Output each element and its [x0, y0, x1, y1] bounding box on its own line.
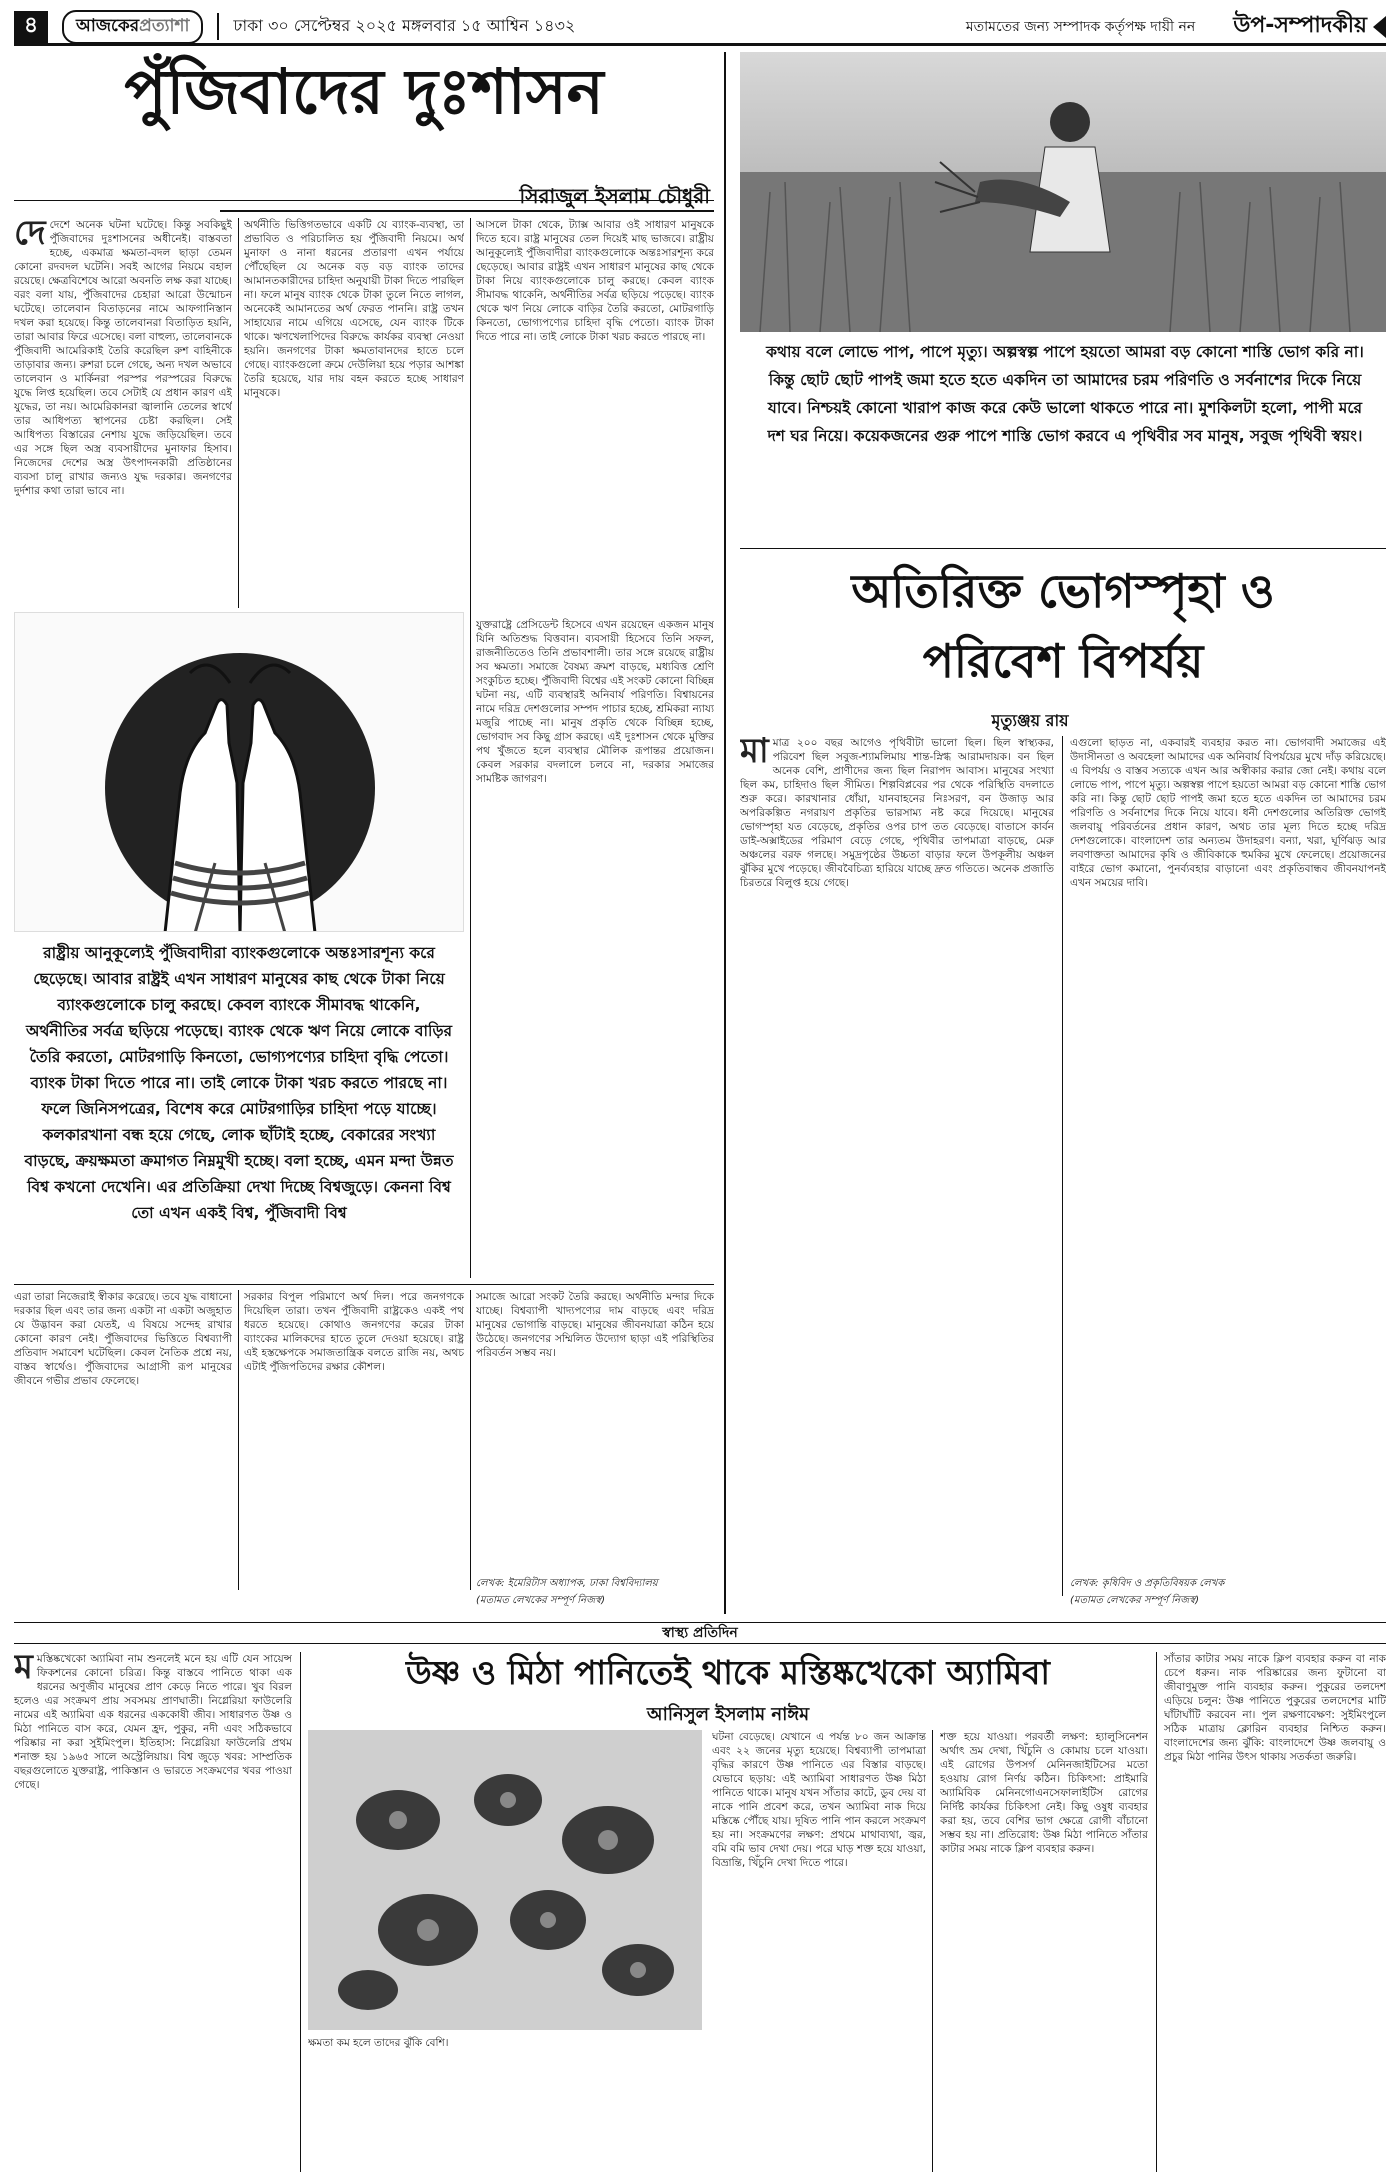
article1-bottom-col3: সমাজে আরো সংকট তৈরি করছে। অর্থনীতি মন্দার দিকে যাচ্ছে। বিশ্বব্যাপী খাদ্যপণ্যের দাম বাড়ছে এবং দরিদ্র মানুষের ভোগান্তি বাড়ছে। মানুষের জীবনযাত্রা কঠিন হয়ে উঠেছে। জনগণের সম্মিলিত উদ্যোগ ছাড়া এই পরিস্থিতির পরিবর্তন সম্ভব নয়।	[476, 1291, 714, 1359]
article1-bottom-col1: এরা তারা নিজেরাই স্বীকার করেছে। তবে যুদ্ধ বাধানো দরকার ছিল এবং তার জন্য একটা না একটা অজুহাত যে উদ্ভাবন করা যেতই, এ বিষয়ে সন্দেহ রাখার কোনো কারণ নেই। পুঁজিবাদের ভিত্তিতে বিশ্বব্যাপী প্রতিবাদ সমাবেশ ঘটেছিল। কেবল নৈতিক প্রশ্নে নয়, বাস্তব স্বার্থেও। পুঁজিবাদের আগ্রাসী রূপ মানুষের জীবনে গভীর প্রভাব ফেলেছে।	[14, 1291, 232, 1387]
health-headline: উষ্ণ ও মিঠা পানিতেই থাকে মস্তিষ্কখেকো অ্যামিবা	[406, 1653, 1050, 1692]
health-col2: ঘটনা বেড়েছে। যেখানে এ পর্যন্ত ৮০ জন আক্রান্ত এবং ২২ জনের মৃত্যু হয়েছে। বিশ্বব্যাপী তাপমাত্রা বৃদ্ধির কারণে উষ্ণ পানিতে এর বিস্তার বাড়ছে। যেভাবে ছড়ায়: এই অ্যামিবা সাধারণত উষ্ণ মিঠা পানিতে থাকে। মানুষ যখন সাঁতার কাটে, ডুব দেয় বা নাকে পানি প্রবেশ করে, তখন অ্যামিবা নাক দিয়ে মস্তিষ্কে পৌঁছে যায়। দূষিত পানি পান করলে সংক্রমণ হয় না। সংক্রমণের লক্ষণ: প্রথমে মাথাব্যথা, জ্বর, বমি বমি ভাব দেখা দেয়। পরে ঘাড় শক্ত হয়ে যাওয়া, বিভ্রান্তি, খিঁচুনি দেখা দিতে পারে।	[712, 1731, 926, 1869]
amoeba-icon	[308, 1730, 702, 2030]
article2-writer-note: (মতামত লেখকের সম্পূর্ণ নিজস্ব)	[1070, 1595, 1200, 1606]
article1-col3: আসলে টাকা থেকে, ট্যাক্স আবার ওই সাধারণ মানুষকে দিতে হবে। রাষ্ট্র মানুষের তেল দিয়েই মাছ ভাজবে। রাষ্ট্রীয় আনুকূল্যেই পুঁজিবাদীরা ব্যাংকগুলোকে অন্তঃসারশূন্য করে ছেড়েছে। আবার রাষ্ট্রই এখন সাধারণ মানুষের কাছ থেকে টাকা নিয়ে ব্যাংকগুলোকে চালু করছে। কেবল ব্যাংক সীমাবদ্ধ থাকেনি, অর্থনীতির সর্বত্র ছড়িয়ে পড়েছে। ব্যাংক থেকে ঋণ নিয়ে লোকে বাড়ির তৈরি করতো, মোটরগাড়ি কিনতো, ভোগ্যপণ্যের চাহিদা বৃদ্ধি পেতো। ব্যাংক টাকা দিতে পারে না। তাই লোকে টাকা খরচ করতে পারছে না।	[476, 219, 714, 343]
article2-headline-line1: অতিরিক্ত ভোগস্পৃহা ও	[851, 564, 1275, 618]
farmer-harvest-photo	[740, 52, 1386, 332]
date-line: ঢাকা ৩০ সেপ্টেম্বর ২০২৫ মঙ্গলবার ১৫ আশ্বিন ১৪৩২	[217, 13, 575, 40]
health-byline: আনিসুল ইসলাম নাঈম	[646, 1704, 810, 1725]
article1-col1: দেদেশে অনেক ঘটনা ঘটেছে। কিন্তু সবকিছুই পুঁজিবাদের দুঃশাসনের অধীনেই। বাস্তবতা হচ্ছে, একমাত্র ক্ষমতা-বদল ছাড়া তেমন কোনো রদবদল ঘটেনি। সবই আগের নিয়মে বহাল রয়েছে। ক্ষেত্রবিশেষে আরো অবনতি লক্ষ করা যাচ্ছে। বরং বলা যায়, পুঁজিবাদের চেহারা আরো উন্মোচন ঘটেছে। তালেবান বিতাড়নের নামে আফগানিস্তান দখল করা হয়েছে। কিন্তু তালেবানরা বিতাড়িত হয়নি, তারা আবার ফিরে এসেছে। বলা বাহুল্য, তালেবানকে পুঁজিবাদী আমেরিকাই তৈরি করেছিল রুশ বাহিনীকে তাড়াবার জন্য। রুশরা চলে গেছে, অন্য দখল অভাবে তালেবান ও মার্কিনরা পরস্পর পরস্পরের বিরুদ্ধে যুদ্ধে লিপ্ত হয়েছিল। তবে সেটাই যে প্রধান কারণ এই যুদ্ধের, তা নয়। আমেরিকানরা জ্বালানি তেলের স্বার্থে তার আধিপত্য স্থাপনের চেষ্টা করছিল। সেই আধিপত্য বিস্তারের নেশায় যুদ্ধে জড়িয়েছিল। তবে এর সঙ্গে ছিল অস্ত্র ব্যবসায়ীদের মুনাফার হিসাব। নিজেদের দেশের অস্ত্র উৎপাদনকারী প্রতিষ্ঠানের ব্যবসা চালু রাখার জন্যও যুদ্ধ দরকার। জনগণের দুর্দশার কথা তারা ভাবে না।	[14, 218, 232, 497]
article2-writer	[1070, 1576, 1224, 1610]
divider	[1062, 736, 1063, 1596]
divider	[14, 1284, 714, 1285]
page-number: ৪	[14, 11, 48, 43]
article2-photo-caption: কথায় বলে লোভে পাপ, পাপে মৃত্যু। অল্পস্বল্প পাপে হয়তো আমরা বড় কোনো শাস্তি ভোগ করি না। কিন্তু ছোট ছোট পাপই জমা হতে হতে একদিন তা আমাদের চরম পরিণতি ও সর্বনাশের দিকে নিয়ে যাবে। নিশ্চয়ই কোনো খারাপ কাজ করে কেউ ভালো থাকতে পারে না। মুশকিলটা হলো, পাপী মরে দশ ঘর নিয়ে। কয়েকজনের গুরু পাপে শাস্তি ভোগ করবে এ পৃথিবীর সব মানুষ, সবুজ পৃথিবী স্বয়ং।	[766, 343, 1364, 445]
health-col3: শক্ত হয়ে যাওয়া। পরবর্তী লক্ষণ: হ্যালুসিনেশন অর্থাৎ ভ্রম দেখা, খিঁচুনি ও কোমায় চলে যাওয়া। এই রোগের উপসর্গ মেনিনজাইটিসের মতো হওয়ায় রোগ নির্ণয় কঠিন। চিকিৎসা: প্রাইমারি অ্যামিবিক মেনিনগোএনসেফালাইটিস রোগের নির্দিষ্ট কার্যকর চিকিৎসা নেই। কিছু ওষুধ ব্যবহার করা হয়, তবে বেশির ভাগ ক্ষেত্রে রোগী বাঁচানো সম্ভব হয় না। প্রতিরোধ: উষ্ণ মিঠা পানিতে সাঁতার কাটার সময় নাকে ক্লিপ ব্যবহার করুন।	[940, 1731, 1148, 1855]
farmer-photo-icon	[740, 52, 1386, 332]
article1-byline: সিরাজুল ইসলাম চৌধুরী	[519, 184, 710, 208]
bound-hands-icon	[15, 613, 464, 932]
amoeba-micrograph	[308, 1730, 702, 2030]
health-col4: সাঁতার কাটার সময় নাকে ক্লিপ ব্যবহার করুন বা নাক চেপে ধরুন। নাক পরিষ্কারের জন্য ফুটানো বা জীবাণুমুক্ত পানি ব্যবহার করুন। পুকুরের তলদেশ এড়িয়ে চলুন: উষ্ণ পানিতে পুকুরের তলদেশের মাটি ঘাঁটাঘাঁটি করবেন না। পুল রক্ষণাবেক্ষণ: সুইমিংপুলে সঠিক মাত্রায় ক্লোরিন ব্যবহার নিশ্চিত করুন। বাংলাদেশের জন্য ঝুঁকি: বাংলাদেশে উষ্ণ জলবায়ু ও প্রচুর মিঠা পানির উৎস থাকায় সতর্কতা জরুরি।	[1164, 1653, 1386, 1763]
health-section-band: স্বাস্থ্য প্রতিদিন	[14, 1622, 1386, 1644]
article2-col2: এগুলো ছাড়ত না, একবারই ব্যবহার করত না। ভোগবাদী সমাজের এই উদাসীনতা ও অবহেলা আমাদের এক অনিবার্য বিপর্যয়ের মুখে দাঁড় করিয়েছে। এ বিপর্যয় ও বাস্তব সত্যকে এখন আর অস্বীকার করার জো নেই। কথায় বলে লোভে পাপ, পাপে মৃত্যু। অল্পস্বল্প পাপে হয়তো আমরা বড় কোনো শাস্তি ভোগ করি না। কিন্তু ছোট ছোট পাপই জমা হতে হতে একদিন তা আমাদের চরম পরিণতি ও সর্বনাশের দিকে নিয়ে যাবে। ধনী দেশগুলোর অতিরিক্ত ভোগই জলবায়ু পরিবর্তনের প্রধান কারণ, অথচ তার মূল্য দিতে হচ্ছে দরিদ্র দেশগুলোকে। বাংলাদেশ তার অন্যতম উদাহরণ। বন্যা, খরা, ঘূর্ণিঝড় আর লবণাক্ততা আমাদের কৃষি ও জীবিকাকে হুমকির মুখে ফেলেছে। প্রয়োজনের বাইরে ভোগ কমানো, পুনর্ব্যবহার বাড়ানো এবং প্রকৃতিবান্ধব জীবনযাপনই এখন সময়ের দাবি।	[1070, 737, 1386, 889]
health-col1-text: মস্তিষ্কখেকো অ্যামিবা নাম শুনলেই মনে হয় এটি যেন সায়েন্স ফিকশনের কোনো চরিত্র। কিন্তু বাস্তবে পানিতে থাকা এক ধরনের অণুজীব মানুষের প্রাণ কেড়ে নিতে পারে। খুব বিরল হলেও এর সংক্রমণ প্রায় সবসময় প্রাণঘাতী। নিগ্লেরিয়া ফাউলেরি নামের এই অ্যামিবা এক ধরনের এককোষী জীব। সাধারণত উষ্ণ ও মিঠা পানিতে বাস করে, যেমন হ্রদ, পুকুর, নদী এবং সঠিকভাবে পরিষ্কার না করা সুইমিংপুল। ইতিহাস: নিগ্লেরিয়া ফাউলেরি প্রথম শনাক্ত হয় ১৯৬৫ সালে অস্ট্রেলিয়ায়। বিশ্ব জুড়ে খবর: সাম্প্রতিক বছরগুলোতে যুক্তরাষ্ট্র, পাকিস্তান ও ভারতে সংক্রমণের খবর পাওয়া গেছে।	[14, 1653, 292, 1791]
health-caption-text: ক্ষমতা কম হলে তাদের ঝুঁকি বেশি।	[308, 2037, 449, 2049]
article2-col1: মামাত্র ২০০ বছর আগেও পৃথিবীটা ভালো ছিল। ছিল স্বাস্থ্যকর, পরিবেশ ছিল সবুজ-শ্যামলিমায় শান্ত-স্নিগ্ধ আরামদায়ক। বন ছিল অনেক বেশি, প্রাণীদের জন্য ছিল নিরাপদ আবাস। মানুষের সংখ্যা ছিল কম, চাহিদাও ছিল সীমিত। শিল্পবিপ্লবের পর থেকে পরিস্থিতি বদলাতে শুরু করে। কারখানার ধোঁয়া, যানবাহনের নিঃসরণ, বন উজাড় আর অপরিকল্পিত নগরায়ণ প্রকৃতির ভারসাম্য নষ্ট করে দিয়েছে। মানুষের ভোগস্পৃহা যত বেড়েছে, প্রকৃতির ওপর চাপ তত বেড়েছে। বাতাসে কার্বন ডাই-অক্সাইডের পরিমাণ বেড়ে গেছে, পৃথিবীর তাপমাত্রা বাড়ছে, মেরু অঞ্চলের বরফ গলছে। সমুদ্রপৃষ্ঠের উচ্চতা বাড়ার ফলে উপকূলীয় অঞ্চল ঝুঁকির মুখে পড়েছে। জীববৈচিত্র্য হারিয়ে যাচ্ছে দ্রুত গতিতে। অনেক প্রজাতি চিরতরে বিলুপ্ত হয়ে গেছে।	[740, 736, 1054, 889]
article2-col1-text: মাত্র ২০০ বছর আগেও পৃথিবীটা ভালো ছিল। ছিল স্বাস্থ্যকর, পরিবেশ ছিল সবুজ-শ্যামলিমায় শান্ত-স্নিগ্ধ আরামদায়ক। বন ছিল অনেক বেশি, প্রাণীদের জন্য ছিল নিরাপদ আবাস। মানুষের সংখ্যা ছিল কম, চাহিদাও ছিল সীমিত। শিল্পবিপ্লবের পর থেকে পরিস্থিতি বদলাতে শুরু করে। কারখানার ধোঁয়া, যানবাহনের নিঃসরণ, বন উজাড় আর অপরিকল্পিত নগরায়ণ প্রকৃতির ভারসাম্য নষ্ট করে দিয়েছে। মানুষের ভোগস্পৃহা যত বেড়েছে, প্রকৃতির ওপর চাপ তত বেড়েছে। বাতাসে কার্বন ডাই-অক্সাইডের পরিমাণ বেড়ে গেছে, পৃথিবীর তাপমাত্রা বাড়ছে, মেরু অঞ্চলের বরফ গলছে। সমুদ্রপৃষ্ঠের উচ্চতা বাড়ার ফলে উপকূলীয় অঞ্চল ঝুঁকির মুখে পড়েছে। জীববৈচিত্র্য হারিয়ে যাচ্ছে দ্রুত গতিতে। অনেক প্রজাতি চিরতরে বিলুপ্ত হয়ে গেছে।	[740, 737, 1054, 889]
bound-hands-illustration	[14, 612, 464, 932]
section-arrow-icon	[1373, 16, 1386, 38]
divider	[1156, 1652, 1157, 2172]
section-title: উপ-সম্পাদকীয়	[1233, 13, 1367, 38]
article2-byline: মৃত্যুঞ্জয় রায়	[991, 711, 1069, 730]
divider	[724, 52, 726, 1614]
article1-writer	[476, 1576, 658, 1610]
article1-bottom-col2: সরকার বিপুল পরিমাণে অর্থ দিল। পরে জনগণকে দিয়েছিল তারা। তখন পুঁজিবাদী রাষ্ট্রকেও একই পথ ধরতে হয়েছে। কোথাও জনগণের করের টাকা ব্যাংকের মালিকদের হাতে তুলে দেওয়া হয়েছে। রাষ্ট্র এই হস্তক্ষেপকে সমাজতান্ত্রিক বলতে রাজি নয়, অথচ এটাই পুঁজিপতিদের রক্ষার কৌশল।	[244, 1291, 464, 1373]
section-label	[1233, 8, 1386, 45]
divider	[470, 218, 471, 1278]
paper-name-b: প্রত্যাশা	[139, 15, 190, 36]
divider	[300, 1652, 301, 2172]
article1-col3b: যুক্তরাষ্ট্রে প্রেসিডেন্ট হিসেবে এখন রয়েছেন একজন মানুষ যিনি অতিশুদ্ধ বিত্তবান। ব্যবসায়ী হিসেবে তিনি সফল, রাজনীতিতেও তিনি প্রভাবশালী। তার সঙ্গে রয়েছে রাষ্ট্রীয় সব ক্ষমতা। সমাজে বৈষম্য ক্রমশ বাড়ছে, মধ্যবিত্ত শ্রেণি সংকুচিত হচ্ছে। পুঁজিবাদী বিশ্বের এই সংকট কোনো বিচ্ছিন্ন ঘটনা নয়, এটি ব্যবস্থারই অনিবার্য পরিণতি। বিশ্বায়নের নামে দরিদ্র দেশগুলোর সম্পদ পাচার হচ্ছে, শ্রমিকরা ন্যায্য মজুরি পাচ্ছে না। মানুষ প্রকৃতি থেকে বিচ্ছিন্ন হচ্ছে, ভোগবাদ সব কিছু গ্রাস করছে। এই দুঃশাসন থেকে মুক্তির পথ খুঁজতে হলে ব্যবস্থার মৌলিক রূপান্তর প্রয়োজন। কেবল সরকার বদলালে চলবে না, দরকার সমাজের সামষ্টিক জাগরণ।	[476, 619, 714, 785]
disclaimer: মতামতের জন্য সম্পাদক কর্তৃপক্ষ দায়ী নন	[965, 18, 1196, 35]
article2-headline	[740, 556, 1386, 696]
article1-pullquote: রাষ্ট্রীয় আনুকূল্যেই পুঁজিবাদীরা ব্যাংকগুলোকে অন্তঃসারশূন্য করে ছেড়েছে। আবার রাষ্ট্রই এখন সাধারণ মানুষের কাছ থেকে টাকা নিয়ে ব্যাংকগুলোকে চালু করছে। কেবল ব্যাংকে সীমাবদ্ধ থাকেনি, অর্থনীতির সর্বত্র ছড়িয়ে পড়েছে। ব্যাংক থেকে ঋণ নিয়ে লোকে বাড়ির তৈরি করতো, মোটরগাড়ি কিনতো, ভোগ্যপণ্যের চাহিদা বৃদ্ধি পেতো। ব্যাংক টাকা দিতে পারে না। তাই লোকে টাকা খরচ করতে পারছে না। ফলে জিনিসপত্রের, বিশেষ করে মোটরগাড়ির চাহিদা পড়ে যাচ্ছে। কলকারখানা বন্ধ হয়ে গেছে, লোক ছাঁটাই হচ্ছে, বেকারের সংখ্যা বাড়ছে, ক্রয়ক্ষমতা ক্রমাগত নিম্নমুখী হচ্ছে। বলা হচ্ছে, এমন মন্দা উন্নত বিশ্ব কখনো দেখেনি। এর প্রতিক্রিয়া দেখা দিচ্ছে বিশ্বজুড়ে। কেননা বিশ্ব তো এখন একই বিশ্ব, পুঁজিবাদী বিশ্ব	[24, 944, 454, 1222]
divider	[238, 218, 239, 608]
paper-logo	[62, 10, 203, 44]
article2-headline-line2: পরিবেশ বিপর্যয়	[922, 634, 1204, 688]
article1-col2: অর্থনীতি ভিত্তিগতভাবে একটি যে ব্যাংক-ব্যবস্থা, তা প্রভাবিত ও পরিচালিত হয় পুঁজিবাদী নিয়মে। অর্থ মুনাফা ও নানা ধরনের প্রতারণা এখন পর্যায়ে পৌঁছেছিল যে অনেক বড় বড় ব্যাংক তাদের আমানতকারীদের চাহিদা অনুযায়ী টাকা দিতে পারছিল না। ফলে মানুষ ব্যাংক থেকে টাকা তুলে নিতে লাগল, অনেকেই আমানতের অর্থ ফেরত পাননি। রাষ্ট্র তখন সাহায্যের নামে এগিয়ে এসেছে, যেন ব্যাংক টিকে থাকে। ঋণখেলাপিদের বিরুদ্ধে কার্যকর ব্যবস্থা নেওয়া হয়নি। জনগণের টাকা ক্ষমতাবানদের হাতে চলে গেছে। ব্যাংকগুলো ক্রমে দেউলিয়া হয়ে পড়ার আশঙ্কা তৈরি হয়েছে, যার দায় বহন করতে হচ্ছে সাধারণ মানুষকে।	[244, 219, 464, 399]
article2-writer-text: লেখক: কৃষিবিদ ও প্রকৃতিবিষয়ক লেখক	[1070, 1578, 1225, 1589]
article1-writer-note: (মতামত লেখকের সম্পূর্ণ নিজস্ব)	[476, 1595, 606, 1606]
divider	[740, 548, 1386, 549]
health-col1: মমস্তিষ্কখেকো অ্যামিবা নাম শুনলেই মনে হয় এটি যেন সায়েন্স ফিকশনের কোনো চরিত্র। কিন্তু বাস্তবে পানিতে থাকা এক ধরনের অণুজীব মানুষের প্রাণ কেড়ে নিতে পারে। খুব বিরল হলেও এর সংক্রমণ প্রায় সবসময় প্রাণঘাতী। নিগ্লেরিয়া ফাউলেরি নামের এই অ্যামিবা এক ধরনের এককোষী জীব। সাধারণত উষ্ণ ও মিঠা পানিতে বাস করে, যেমন হ্রদ, পুকুর, নদী এবং সঠিকভাবে পরিষ্কার না করা সুইমিংপুল। ইতিহাস: নিগ্লেরিয়া ফাউলেরি প্রথম শনাক্ত হয় ১৯৬৫ সালে অস্ট্রেলিয়ায়। বিশ্ব জুড়ে খবর: সাম্প্রতিক বছরগুলোতে যুক্তরাষ্ট্র, পাকিস্তান ও ভারতে সংক্রমণের খবর পাওয়া গেছে।	[14, 1652, 292, 1791]
article1-writer-text: লেখক: ইমেরিটাস অধ্যাপক, ঢাকা বিশ্ববিদ্যালয়	[476, 1578, 658, 1589]
masthead	[14, 10, 1386, 46]
article1-col1-text: দেশে অনেক ঘটনা ঘটেছে। কিন্তু সবকিছুই পুঁজিবাদের দুঃশাসনের অধীনেই। বাস্তবতা হচ্ছে, একমাত্র ক্ষমতা-বদল ছাড়া তেমন কোনো রদবদল ঘটেনি। সবই আগের নিয়মে বহাল রয়েছে। ক্ষেত্রবিশেষে আরো অবনতি লক্ষ করা যাচ্ছে। বরং বলা যায়, পুঁজিবাদের চেহারা আরো উন্মোচন ঘটেছে। তালেবান বিতাড়নের নামে আফগানিস্তান দখল করা হয়েছে। কিন্তু তালেবানরা বিতাড়িত হয়নি, তারা আবার ফিরে এসেছে। বলা বাহুল্য, তালেবানকে পুঁজিবাদী আমেরিকাই তৈরি করেছিল রুশ বাহিনীকে তাড়াবার জন্য। রুশরা চলে গেছে, অন্য দখল অভাবে তালেবান ও মার্কিনরা পরস্পর পরস্পরের বিরুদ্ধে যুদ্ধে লিপ্ত হয়েছিল। তবে সেটাই যে প্রধান কারণ এই যুদ্ধের, তা নয়। আমেরিকানরা জ্বালানি তেলের স্বার্থে তার আধিপত্য স্থাপনের চেষ্টা করছিল। সেই আধিপত্য বিস্তারের নেশায় যুদ্ধে জড়িয়েছিল। তবে এর সঙ্গে ছিল অস্ত্র ব্যবসায়ীদের মুনাফার হিসাব। নিজেদের দেশের অস্ত্র উৎপাদনকারী প্রতিষ্ঠানের ব্যবসা চালু রাখার জন্যও যুদ্ধ দরকার। জনগণের দুর্দশার কথা তারা ভাবে না।	[14, 219, 232, 497]
article1-headline: পুঁজিবাদের দুঃশাসন	[124, 55, 604, 128]
divider	[470, 1290, 471, 1590]
divider	[932, 1730, 933, 2172]
divider	[220, 210, 714, 212]
paper-name-a: আজকের	[76, 15, 140, 36]
divider	[238, 1290, 239, 1590]
